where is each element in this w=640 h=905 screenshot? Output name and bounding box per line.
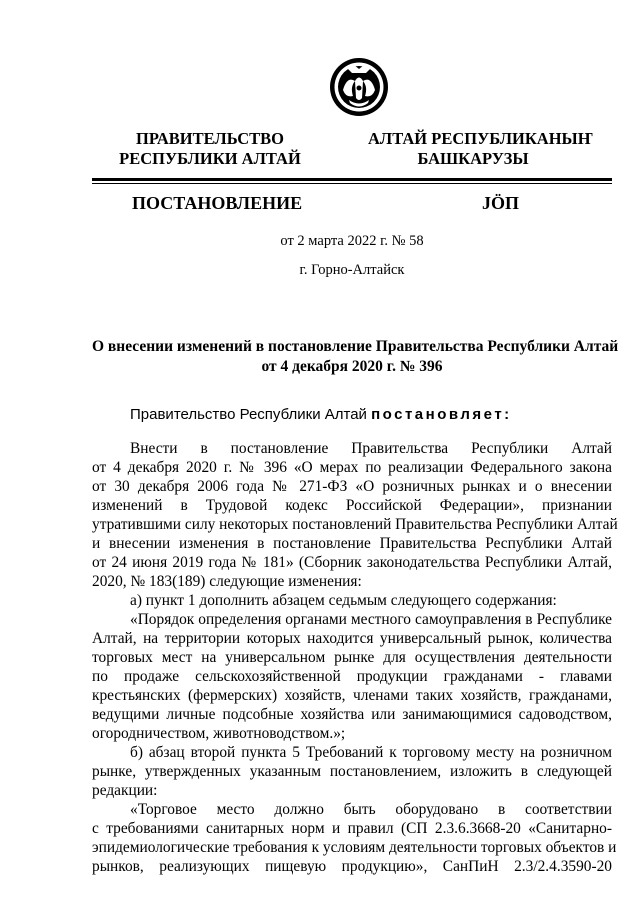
body-line: 2020, № 183(189) следующие изменения: (92, 573, 362, 590)
body-line: от 30 декабря 2006 года № 271-ФЗ «О розничных рынках и о внесении (92, 478, 612, 495)
header-left-line1: ПРАВИТЕЛЬСТВО (136, 129, 284, 148)
body-line: ведущими личные подсобные хозяйства или занимающимися садоводством, (92, 706, 612, 723)
body-line: б) абзац второй пункта 5 Требований к торговому месту на розничном (130, 744, 612, 761)
body-line: и внесении изменения в постановление Правительства Республики Алтай (92, 535, 612, 552)
intro-text: Правительство Республики Алтай (130, 406, 372, 423)
body-line: рынке, утвержденных указанным постановлением, изложить в следующей (92, 763, 612, 780)
body-line: эпидемиологические требования к условиям деятельности торговых объектов и (92, 839, 617, 856)
body-line: Внести в постановление Правительства Республики Алтай (130, 440, 612, 457)
body-line: Алтай, на территории которых находится универсальный рынок, количества (92, 630, 612, 647)
doctype-russian: ПОСТАНОВЛЕНИЕ (132, 193, 303, 213)
body-line: от 24 июня 2019 года № 181» (Сборник законодательства Республики Алтай, (92, 554, 612, 571)
body-line: с требованиями санитарных норм и правил (СП 2.3.6.3668-20 «Санитарно- (92, 820, 612, 837)
document-body (92, 439, 618, 876)
body-line: от 4 декабря 2020 г. № 396 «О мерах по реализации Федерального закона (92, 459, 612, 476)
document-title (92, 337, 619, 377)
header-left (110, 129, 310, 169)
document-place: г. Горно-Алтайск (299, 262, 405, 278)
body-line: утратившими силу некоторых постановлений Правительства Республики Алтай (92, 516, 618, 533)
body-line: а) пункт 1 дополнить абзацем седьмым следующего содержания: (130, 592, 557, 609)
body-line: «Торговое место должно быть оборудовано в соответствии (130, 801, 612, 818)
header-right-line1: АЛТАЙ РЕСПУБЛИКАНЫҤ (368, 129, 593, 148)
resolution-intro (130, 406, 512, 423)
body-line: огородничеством, животноводством.»; (92, 725, 346, 742)
body-line: редакции: (92, 782, 158, 799)
header-left-line2: РЕСПУБЛИКИ АЛТАЙ (119, 149, 301, 168)
doctype-altai: JÖП (482, 193, 520, 213)
document-date-number: от 2 марта 2022 г. № 58 (280, 233, 424, 249)
header-right-line2: БАШКАРУЗЫ (417, 149, 529, 168)
intro-resolves: постановляет: (371, 406, 512, 423)
body-line: крестьянских (фермерских) хозяйств, членами таких хозяйств, гражданами, (92, 687, 612, 704)
body-line: рынков, реализующих пищевую продукцию», СанПиН 2.3/2.4.3590-20 (92, 858, 612, 875)
emblem-icon (328, 54, 390, 120)
document-title-line2: от 4 декабря 2020 г. № 396 (261, 358, 443, 375)
header-divider-thick (92, 178, 612, 181)
body-line: «Порядок определения органами местного самоуправления в Республике (130, 611, 612, 628)
header-right (368, 129, 593, 169)
body-line: по продаже сельскохозяйственной продукции гражданами - главами (92, 668, 612, 685)
coat-of-arms-emblem (328, 54, 390, 120)
document-title-line1: О внесении изменений в постановление Правительства Республики Алтай (92, 338, 619, 355)
body-line: изменений в Трудовой кодекс Российской Федерации», признании (92, 497, 612, 514)
header-divider-thin (92, 183, 612, 184)
body-line: торговых мест на универсальном рынке для осуществления деятельности (92, 649, 612, 666)
